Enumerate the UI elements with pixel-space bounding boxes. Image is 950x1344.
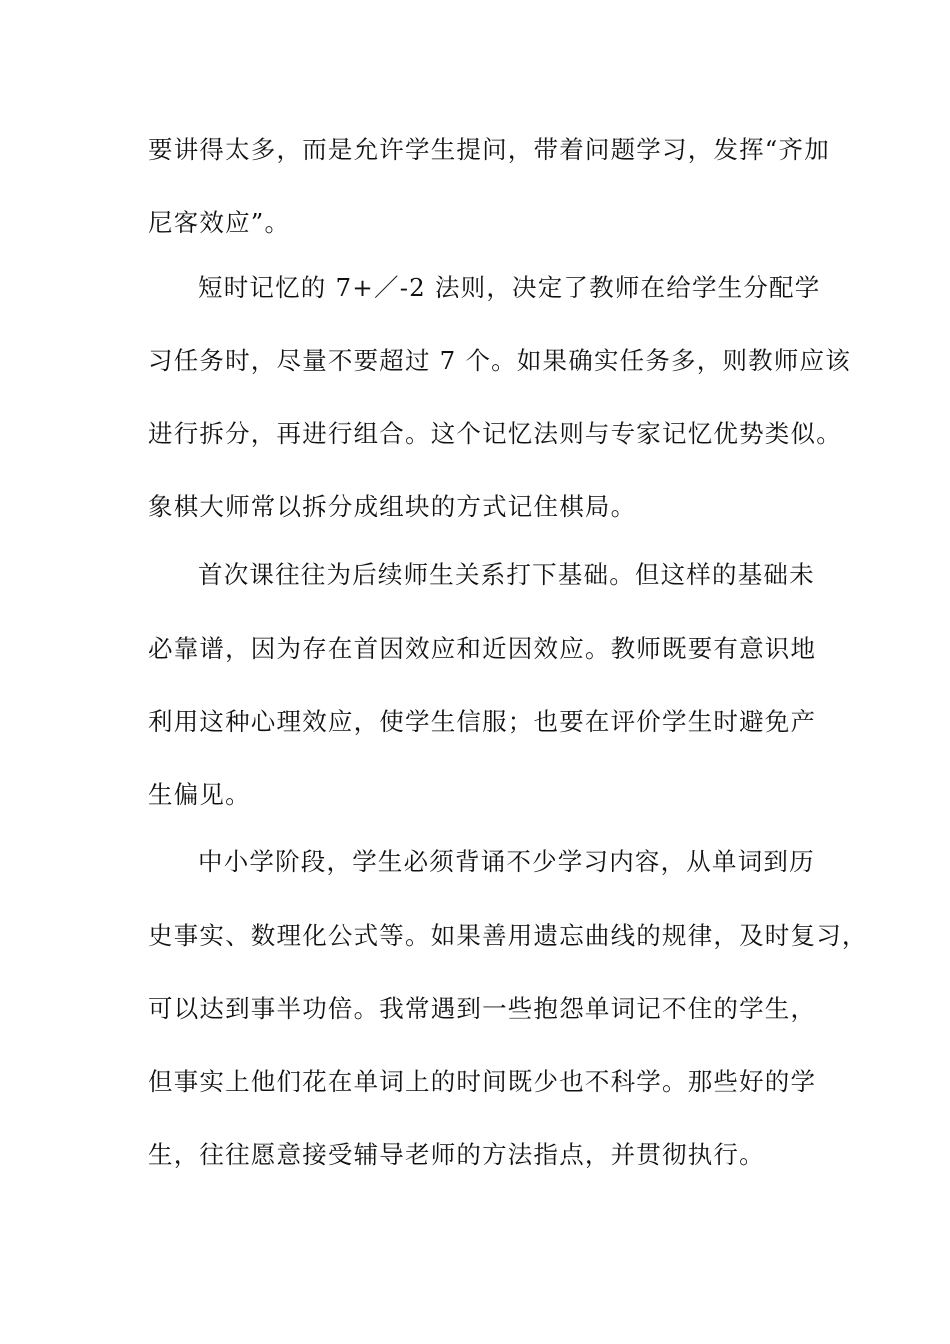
text-line: 进行拆分，再进行组合。这个记忆法则与专家记忆优势类似。 [148, 419, 842, 448]
text-line: 习任务时，尽量不要超过 7 个。如果确实任务多，则教师应该 [148, 346, 851, 375]
text-line: 生，往往愿意接受辅导老师的方法指点，并贯彻执行。 [148, 1140, 765, 1169]
text-line: 尼客效应”。 [148, 208, 291, 237]
paragraph-start-line: 中小学阶段，学生必须背诵不少学习内容，从单词到历 [198, 847, 815, 876]
text-line: 可以达到事半功倍。我常遇到一些抱怨单词记不住的学生， [148, 994, 817, 1023]
text-line: 但事实上他们花在单词上的时间既少也不科学。那些好的学 [148, 1067, 817, 1096]
text-line: 象棋大师常以拆分成组块的方式记住棋局。 [148, 492, 637, 521]
text-line: 利用这种心理效应，使学生信服；也要在评价学生时避免产 [148, 707, 817, 736]
paragraph-start-line: 短时记忆的 7+／-2 法则，决定了教师在给学生分配学 [198, 273, 821, 302]
text-line: 生偏见。 [148, 780, 251, 809]
paragraph-start-line: 首次课往往为后续师生关系打下基础。但这样的基础未 [198, 560, 815, 589]
text-line: 要讲得太多，而是允许学生提问，带着问题学习，发挥“齐加 [148, 135, 830, 164]
text-line: 史事实、数理化公式等。如果善用遗忘曲线的规律，及时复习， [148, 921, 868, 950]
text-line: 必靠谱，因为存在首因效应和近因效应。教师既要有意识地 [148, 634, 817, 663]
